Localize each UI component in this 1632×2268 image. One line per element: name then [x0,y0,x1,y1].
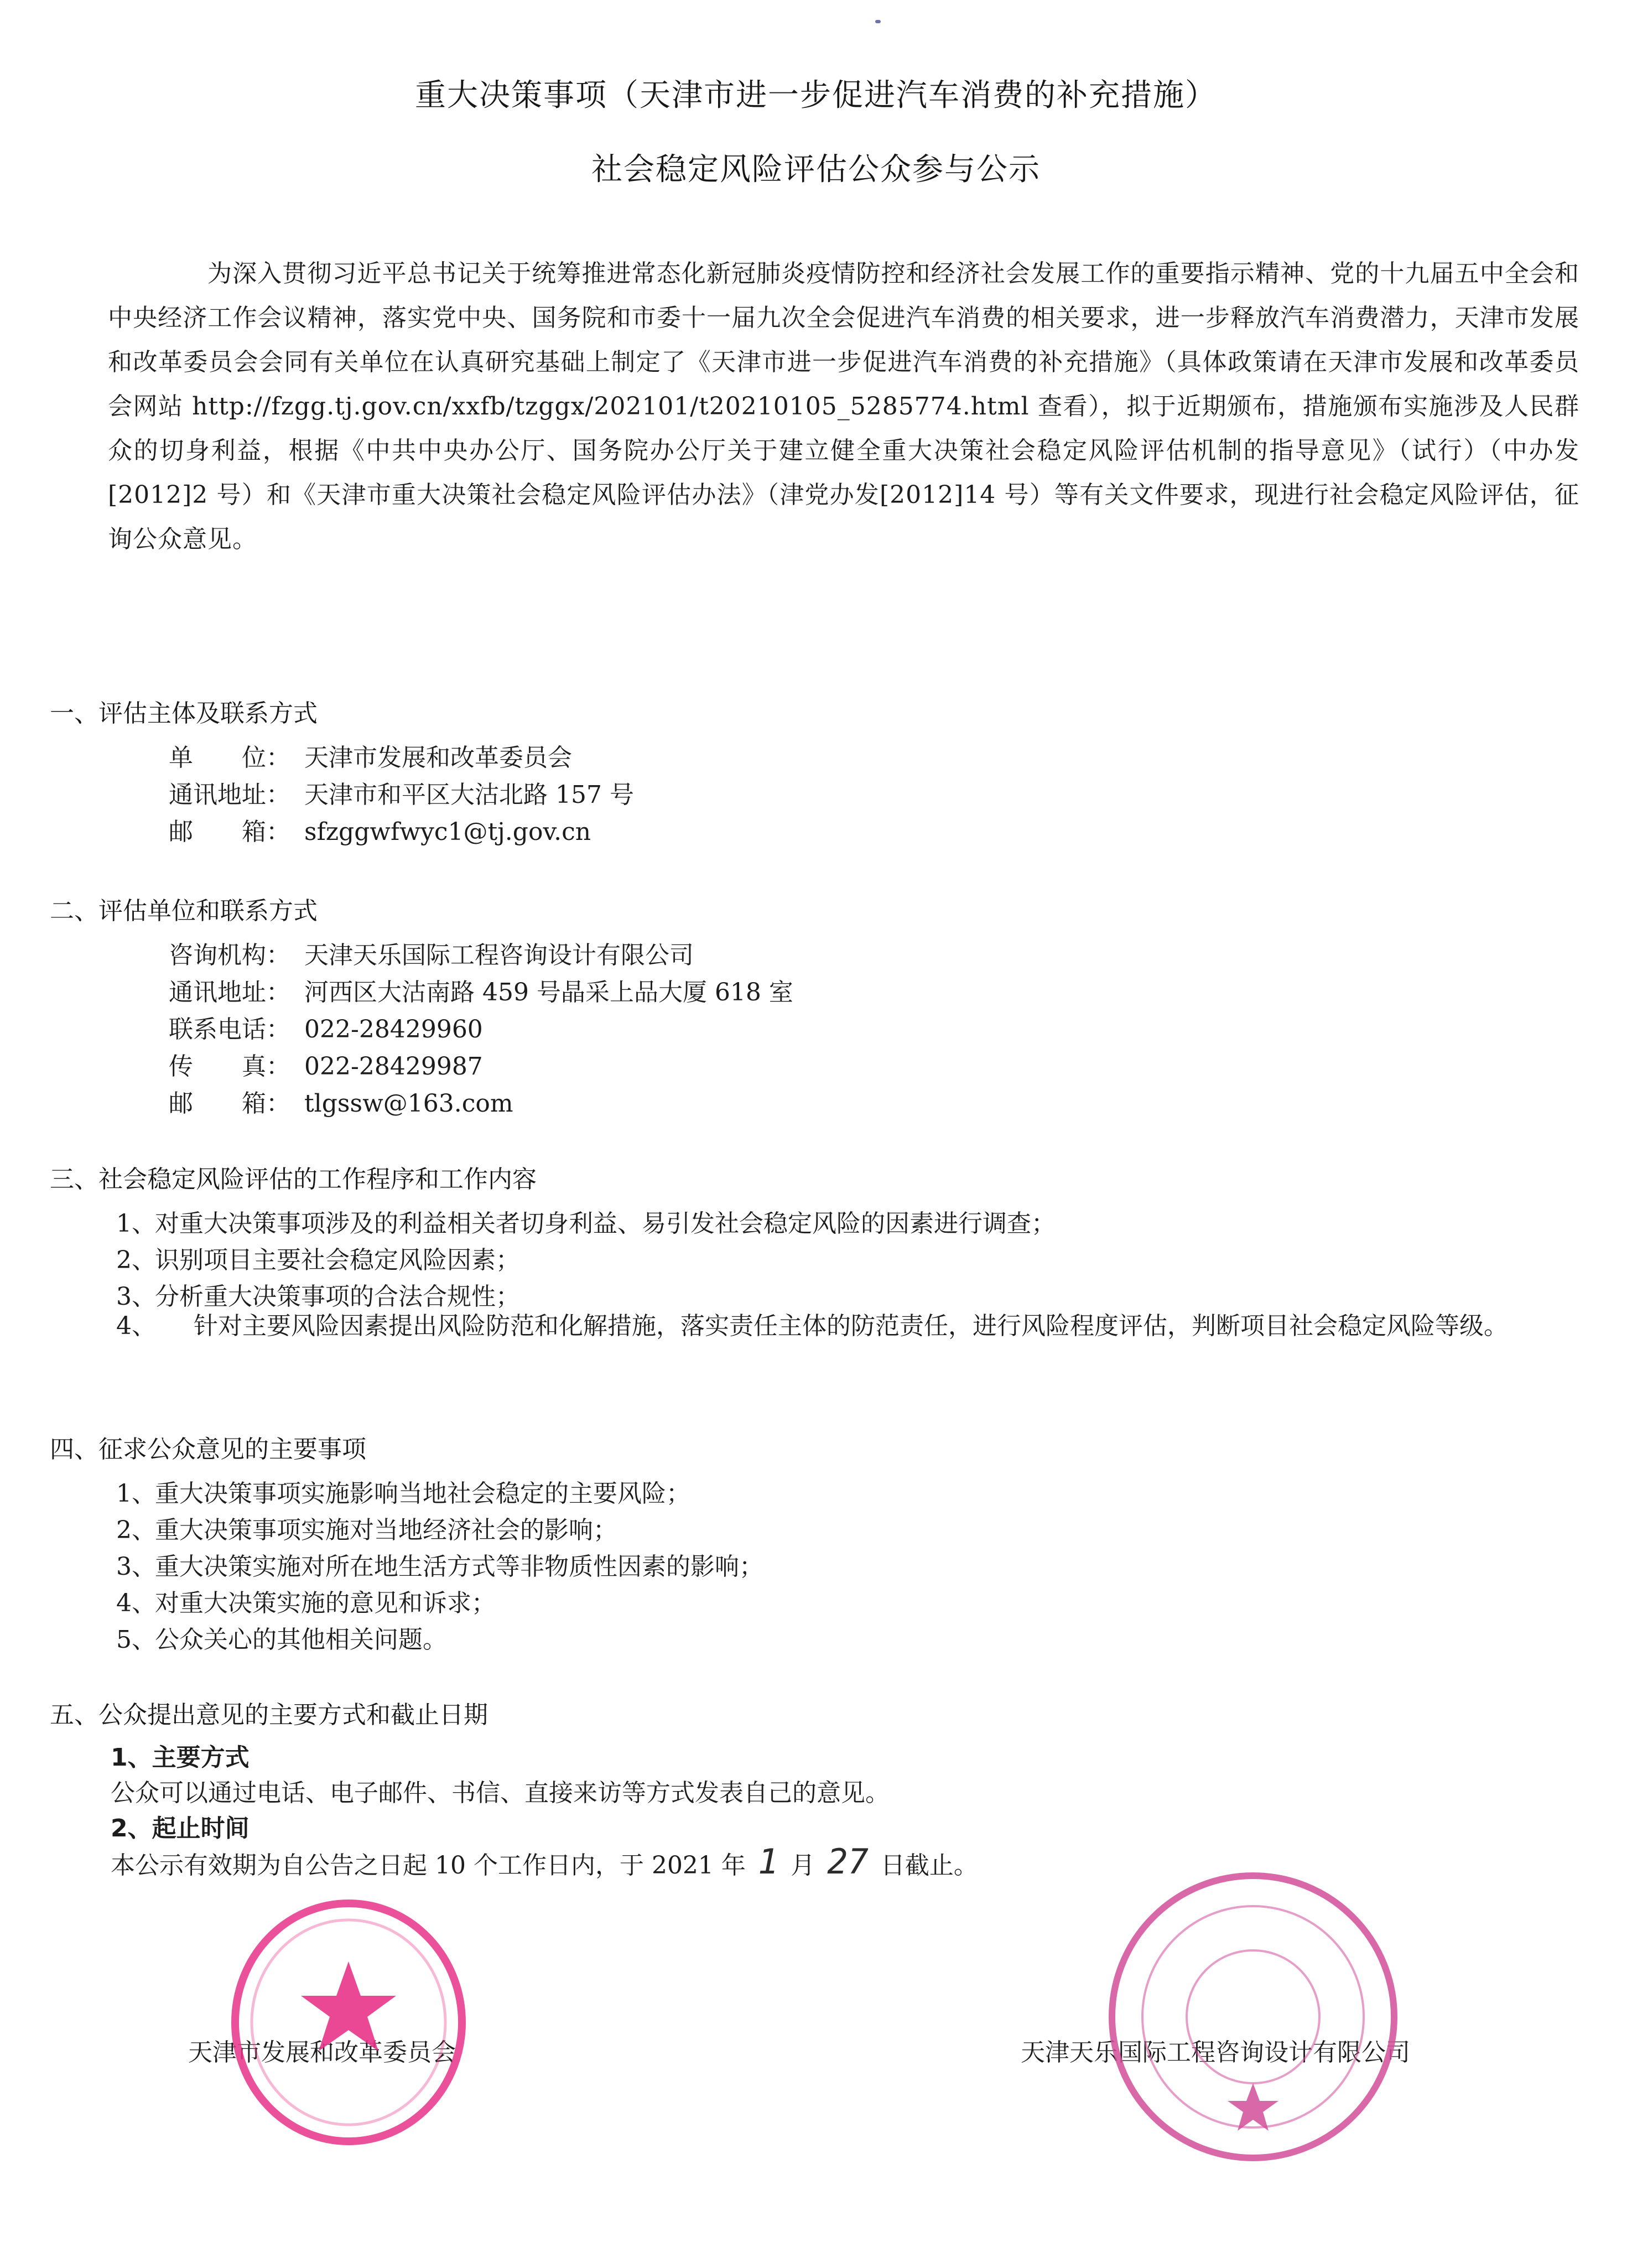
list-item [116,1583,496,1618]
scan-mark [875,20,881,23]
section1-heading: 一、评估主体及联系方式 [50,699,318,728]
item-text: 对重大决策事项涉及的利益相关者切身利益、易引发社会稳定风险的因素进行调查； [155,1210,1056,1238]
section3-heading: 三、社会稳定风险评估的工作程序和工作内容 [50,1165,537,1193]
handwritten-month: 1 [757,1841,779,1882]
sub-heading-period: 2、起止时间 [111,1814,250,1843]
list-item [116,1620,447,1655]
item-text: 重大决策事项实施对当地经济社会的影响； [155,1516,617,1544]
consultant-row-email [169,1083,513,1119]
list-item [116,1473,690,1509]
contact-row-address [169,775,634,810]
section4-heading: 四、征求公众意见的主要事项 [50,1435,366,1463]
section2-heading: 二、评估单位和联系方式 [50,897,318,925]
list-item [116,1203,1056,1239]
list-item [116,1308,1582,1345]
item-number: 1、 [116,1480,156,1508]
consultant-row-address [169,972,793,1008]
item-number: 3、 [116,1553,156,1581]
method-text: 公众可以通过电话、电子邮件、书信、直接来访等方式发表自己的意见。 [111,1779,890,1807]
item-number: 2、 [116,1246,156,1274]
contact-value: 天津市发展和改革委员会 [304,744,572,772]
deadline-suffix: 日截止。 [880,1851,978,1880]
seal-left-stamp [227,1895,470,2150]
consultant-row-fax [169,1046,483,1082]
item-text: 分析重大决策事项的合法合规性； [155,1283,520,1311]
document-subtitle: 社会稳定风险评估公众参与公示 [591,152,1041,188]
contact-label: 邮 箱： [169,818,290,846]
month-unit: 月 [791,1851,815,1880]
handwritten-day: 27 [827,1841,869,1882]
consultant-label: 咨询机构： [169,941,290,969]
item-text: 公众关心的其他相关问题。 [155,1626,447,1654]
list-item [116,1276,520,1312]
item-number: 4、 [116,1589,156,1617]
item-text: 重大决策实施对所在地生活方式等非物质性因素的影响； [155,1553,763,1581]
consultant-value: 022-28429987 [304,1052,483,1081]
consultant-value: tlgssw@163.com [304,1089,513,1118]
contact-label: 通讯地址： [169,781,290,809]
consultant-label: 邮 箱： [169,1089,290,1118]
consultant-value: 河西区大沽南路 459 号晶采上品大厦 618 室 [304,978,793,1006]
item-number: 3、 [116,1283,156,1311]
item-number: 5、 [116,1626,156,1654]
item-text: 对重大决策实施的意见和诉求； [155,1589,496,1617]
item-number: 1、 [116,1210,156,1238]
list-item [116,1546,763,1582]
sub-heading-method: 1、主要方式 [111,1743,250,1772]
item-number: 4、 [116,1312,156,1340]
item-text: 重大决策事项实施影响当地社会稳定的主要风险； [155,1480,690,1508]
contact-row-email [169,812,591,847]
signature-right: 天津天乐国际工程咨询设计有限公司 [1021,2038,1410,2067]
deadline-text [111,1841,978,1882]
item-number: 2、 [116,1516,156,1544]
consultant-value: 天津天乐国际工程咨询设计有限公司 [304,941,694,969]
list-item [116,1240,520,1275]
deadline-prefix: 本公示有效期为自公告之日起 10 个工作日内，于 2021 年 [111,1851,746,1880]
contact-value: 天津市和平区大沽北路 157 号 [304,781,634,809]
seal-right-stamp [1104,1862,1402,2172]
consultant-value: 022-28429960 [304,1015,483,1044]
list-item [116,1510,617,1545]
item-text: 针对主要风险因素提出风险防范和化解措施，落实责任主体的防范责任，进行风险程度评估，判断项目社会稳定风险等级。 [194,1312,1508,1340]
consultant-label: 传 真： [169,1052,290,1081]
consultant-row-name [169,935,694,970]
document-title: 重大决策事项（天津市进一步促进汽车消费的补充措施） [415,77,1217,113]
item-text: 识别项目主要社会稳定风险因素； [155,1246,520,1274]
consultant-label: 联系电话： [169,1015,290,1044]
contact-value: sfzggwfwyc1@tj.gov.cn [304,818,591,846]
section5-heading: 五、公众提出意见的主要方式和截止日期 [50,1701,488,1729]
signature-left: 天津市发展和改革委员会 [188,2038,456,2067]
contact-row-unit [169,738,572,773]
consultant-label: 通讯地址： [169,978,290,1006]
contact-label: 单 位： [169,744,290,772]
intro-paragraph: 为深入贯彻习近平总书记关于统筹推进常态化新冠肺炎疫情防控和经济社会发展工作的重要指示精神、党的十九届五中全会和中央经济工作会议精神，落实党中央、国务院和市委十一届九次全会促进汽车消费的相关要求，进一步释放汽车消费潜力，天津市发展和改革委员会会同有关单位在认真研究基础上制定了《天津市进一步促进汽车消费的补充措施》（具体政策请在天津市发展和改革委员会网站 http://fzgg.tj.gov.cn/xxfb/tzggx/202101/t20210105_5285774.html 查看），拟于近期颁布，措施颁布实施涉及人民群众的切身利益，根据《中共中央办公厅、国务院办公厅关于建立健全重大决策社会稳定风险评估机制的指导意见》（试行）（中办发[2012]2 号）和《天津市重大决策社会稳定风险评估办法》（津党办发[2012]14 号）等有关文件要求，现进行社会稳定风险评估，征询公众意见。 [108,260,1579,553]
consultant-row-phone [169,1009,483,1045]
